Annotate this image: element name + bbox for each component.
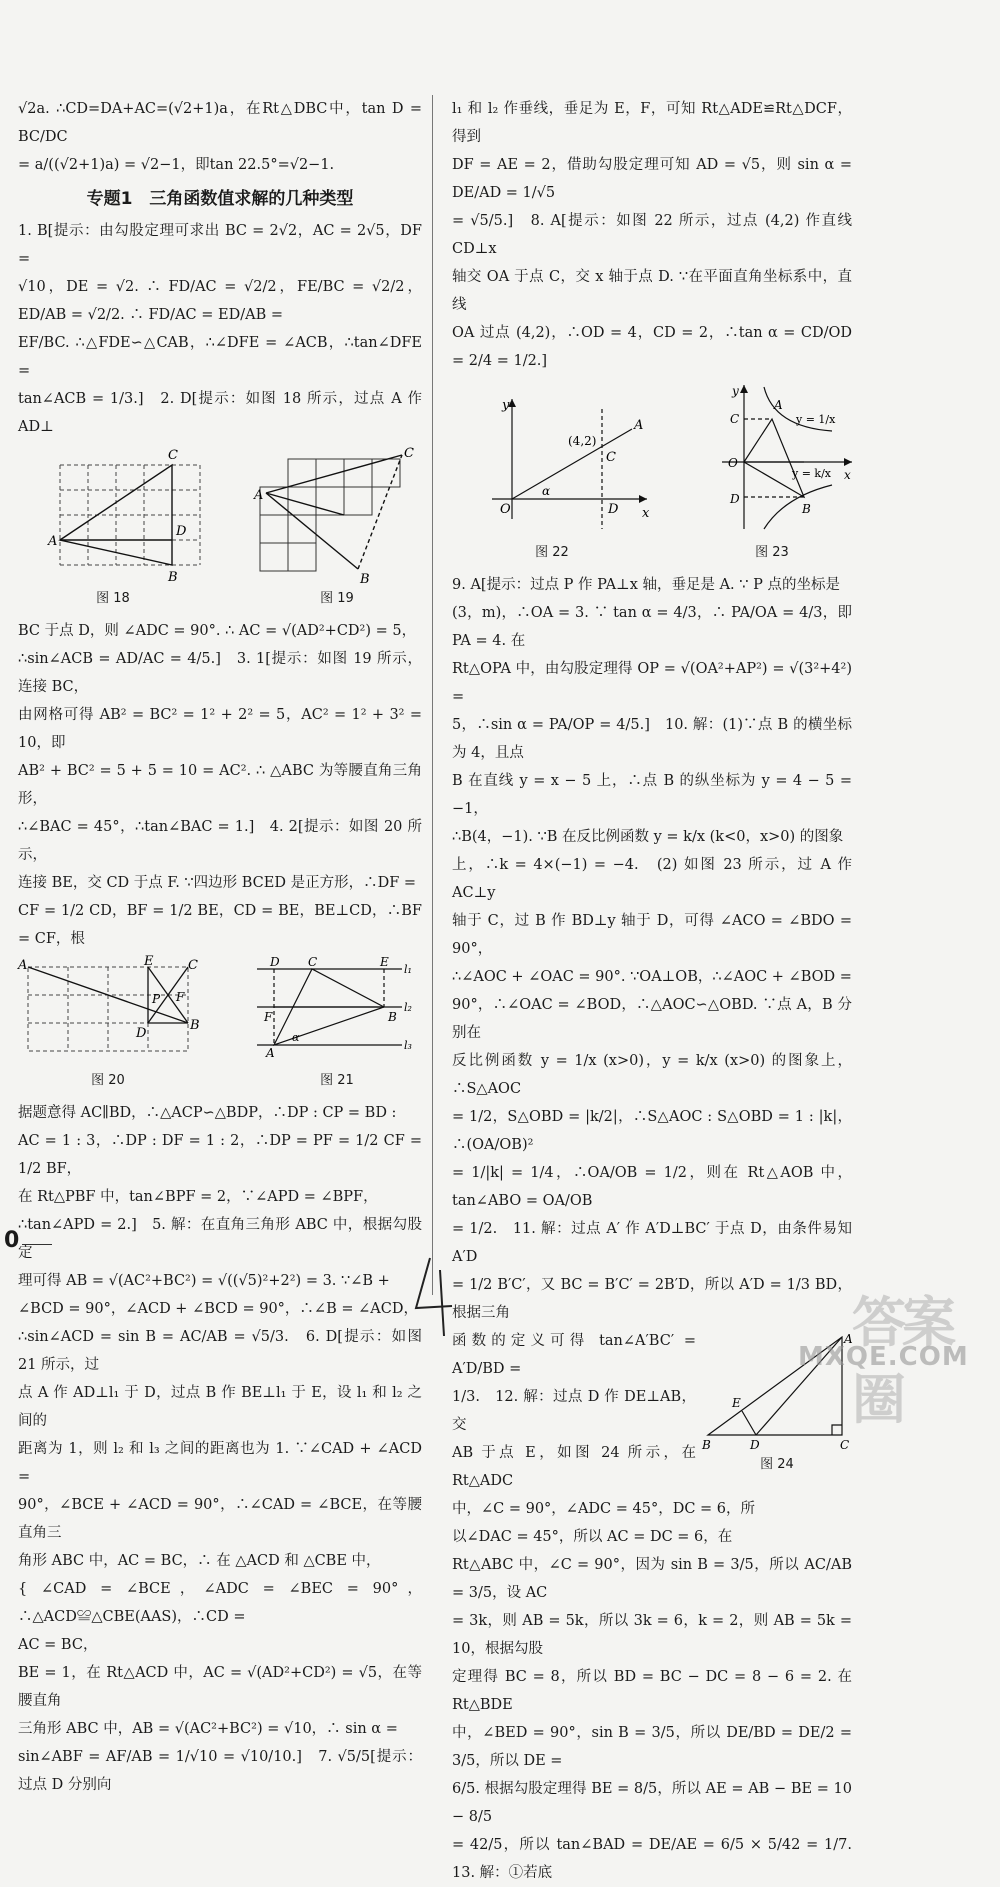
vertex-label: C — [308, 955, 318, 969]
figure-caption: 图 22 — [535, 545, 569, 560]
text-line: CF = 1/2 CD，BF = 1/2 BE，CD = BE，BE⊥CD，∴BF = CF，根 — [18, 903, 422, 947]
vertex-label: B — [360, 572, 370, 587]
text-line: ∴∠BAC = 45°，∴tan∠BAC = 1.] 4. 2[提示：如图 20 所示， — [18, 819, 422, 863]
figure-row-22-23 — [452, 379, 852, 567]
figure-21 — [252, 957, 422, 1095]
text-line: ∴tan∠APD = 2.] 5. 解：在直角三角形 ABC 中，根据勾股定 — [18, 1217, 422, 1261]
text-line: 角形 ABC 中，AC = BC，∴ 在 △ACD 和 △CBE 中， — [18, 1553, 381, 1569]
text-line: 反比例函数 y = 1/x (x>0)，y = k/x (x>0) 的图象上，∴S△AOC — [452, 1053, 852, 1097]
vertex-label: B — [388, 1010, 397, 1024]
text-line: 5，∴sin α = PA/OP = 4/5.] 10. 解：(1)∵点 B 的横坐标为 4，且点 — [452, 717, 852, 761]
figure-row-18-19 — [18, 445, 422, 613]
vertex-label: D — [608, 502, 619, 517]
line-label: l₃ — [404, 1039, 412, 1052]
vertex-label: D — [136, 1026, 147, 1041]
text-line: 由网格可得 AB² = BC² = 1² + 2² = 5，AC² = 1² + 3² = 10，即 — [18, 707, 422, 751]
figure-caption: 图 23 — [755, 545, 789, 560]
text-line: √10，DE = √2. ∴ FD/AC = √2/2，FE/BC = √2/2，ED/AB = √2/2. ∴ FD/AC = ED/AB = — [18, 279, 422, 323]
figure-19 — [252, 445, 422, 613]
text-line: 理可得 AB = √(AC²+BC²) = √((√5)²+2²) = 3. ∵∠B + — [18, 1273, 390, 1289]
watermark-logo: 答案圈 — [852, 1291, 952, 1431]
text-line: = 1/2. 11. 解：过点 A′ 作 A′D⊥BC′ 于点 D，由条件易知 A′D — [452, 1221, 852, 1265]
text-line: 三角形 ABC 中，AB = √(AC²+BC²) = √10，∴ sin α = — [18, 1721, 398, 1737]
text-line: = 1/2，S△OBD = |k/2|，∴S△AOC : S△OBD = 1 : |k|，∴(OA/OB)² — [452, 1109, 852, 1153]
figure-caption: 图 19 — [320, 591, 354, 606]
axis-label: y — [502, 398, 510, 413]
text-line: 以∠DAC = 45°，所以 AC = DC = 6，在 — [452, 1529, 733, 1545]
text-line: OA 过点 (4,2)，∴OD = 4，CD = 2，∴tan α = CD/OD = 2/4 = 1/2.] — [452, 325, 852, 369]
parallel-lines-diagram-21 — [252, 957, 422, 1067]
vertex-label: D — [176, 524, 187, 539]
text-line: = 3k，则 AB = 5k，所以 3k = 6，k = 2，则 AB = 5k = 10，根据勾股 — [452, 1613, 852, 1657]
text-line: 点 A 作 AD⊥l₁ 于 D，过点 B 作 BE⊥l₁ 于 E，设 l₁ 和 l₂ 之间的 — [18, 1385, 422, 1429]
text-line: AC = BC， — [18, 1637, 98, 1653]
vertex-label: B — [702, 1438, 711, 1452]
page-number: 0 — [4, 1228, 20, 1253]
line-label: l₁ — [404, 963, 412, 976]
text-line: AC = 1 : 3，∴DP : DF = 1 : 2，∴DP = PF = 1/2 CF = 1/2 BF， — [18, 1133, 422, 1177]
text-line: 定理得 BC = 8，所以 BD = BC − DC = 8 − 6 = 2. 在 Rt△BDE — [452, 1669, 852, 1713]
text-line: √2a. ∴CD=DA+AC=(√2+1)a，在Rt△DBC中，tan D = BC/DC — [18, 101, 422, 145]
text-line: 6/5. 根据勾股定理得 BE = 8/5，所以 AE = AB − BE = 10 − 8/5 — [452, 1781, 852, 1825]
vertex-label: D — [270, 955, 280, 969]
text-line: Rt△ABC 中，∠C = 90°，因为 sin B = 3/5，所以 AC/AB = 3/5，设 AC — [452, 1557, 852, 1601]
text-line: = √5/5.] 8. A[提示：如图 22 所示，过点 (4,2) 作直线 CD⊥x — [452, 213, 852, 257]
vertex-label: D — [730, 492, 740, 506]
vertex-label: C — [168, 448, 178, 463]
answer-block-5 — [452, 571, 852, 1327]
answer-block-4 — [452, 95, 852, 375]
text-line: 轴交 OA 于点 C，交 x 轴于点 D. ∵在平面直角坐标系中，直线 — [452, 269, 852, 313]
vertex-label: O — [500, 502, 511, 517]
vertex-label: A — [774, 398, 783, 412]
intro-text — [18, 95, 422, 179]
text-line: DF = AE = 2，借助勾股定理可知 AD = √5，则 sin α = DE/AD = 1/√5 — [452, 157, 852, 201]
figure-20 — [18, 954, 200, 1095]
answer-block-7 — [452, 1551, 867, 1887]
figure-caption: 图 20 — [91, 1073, 125, 1088]
vertex-label: A — [48, 534, 58, 549]
curve-label: y = k/x — [792, 467, 831, 480]
text-line: 中，∠BED = 90°，sin B = 3/5，所以 DE/BD = DE/2 = 3/5，所以 DE = — [452, 1725, 852, 1769]
text-line: AB 于点 E，如图 24 所示，在 Rt△ADC — [452, 1445, 696, 1489]
text-line: sin∠ABF = AF/AB = 1/√10 = √10/10.] 7. √5/5[提示：过点 D 分别向 — [18, 1749, 422, 1793]
vertex-label: C — [730, 412, 740, 426]
text-line: ∠BCD = 90°，∠ACD + ∠BCD = 90°，∴∠B = ∠ACD， — [18, 1301, 418, 1317]
text-line: 90°，∴∠OAC = ∠BOD，∴△AOC∽△OBD. ∵点 A，B 分别在 — [452, 997, 852, 1041]
figure-22 — [452, 379, 652, 567]
grid-diagram-18 — [18, 445, 208, 585]
text-line: EF/BC. ∴△FDE∽△CAB，∴∠DFE = ∠ACB，∴tan∠DFE = — [18, 335, 422, 379]
grid-diagram-19 — [252, 445, 422, 585]
figure-caption: 图 18 — [96, 591, 130, 606]
text-line: (3，m)，∴OA = 3. ∵ tan α = 4/3，∴ PA/OA = 4/3，即 PA = 4. 在 — [452, 605, 852, 649]
vertex-label: C — [840, 1438, 850, 1452]
answer-block-6 — [452, 1327, 852, 1551]
vertex-label: E — [144, 954, 154, 969]
angle-label: α — [542, 484, 551, 498]
vertex-label: A — [18, 958, 28, 973]
vertex-label: D — [750, 1438, 760, 1452]
figure-caption: 图 24 — [760, 1457, 794, 1472]
grid-diagram-20 — [18, 954, 200, 1067]
text-line: { ∠CAD = ∠BCE，∠ADC = ∠BEC = 90°，∴△ACD≌△CBE(AAS)，∴CD = — [18, 1581, 422, 1625]
text-line: l₁ 和 l₂ 作垂线，垂足为 E，F，可知 Rt△ADE≌Rt△DCF，得到 — [452, 101, 852, 145]
text-line: = 1/2 B′C′，又 BC = B′C′ = 2B′D，所以 A′D = 1/3 BD，根据三角 — [452, 1277, 852, 1321]
text-line: 上，∴k = 4×(−1) = −4. (2) 如图 23 所示，过 A 作 AC⊥y — [452, 857, 852, 901]
text-line: 连接 BE，交 CD 于点 F. ∵四边形 BCED 是正方形，∴DF = — [18, 875, 417, 891]
section-title: 专题1 三角函数值求解的几种类型 — [86, 189, 354, 209]
text-line: AB² + BC² = 5 + 5 = 10 = AC². ∴ △ABC 为等腰直角三角形， — [18, 763, 422, 807]
vertex-label: F — [264, 1010, 273, 1024]
answer-block-2 — [18, 617, 422, 953]
point-label: (4,2) — [568, 434, 597, 448]
vertex-label: C — [404, 446, 414, 461]
text-line: B 在直线 y = x − 5 上，∴点 B 的纵坐标为 y = 4 − 5 = −1， — [452, 773, 852, 817]
figure-23 — [692, 379, 852, 567]
text-line: 1. B[提示：由勾股定理可求出 BC = 2√2，AC = 2√5，DF = — [18, 223, 422, 267]
vertex-label: B — [168, 570, 178, 585]
vertex-label: C — [188, 958, 198, 973]
vertex-label: E — [732, 1396, 741, 1410]
text-line: Rt△OPA 中，由勾股定理得 OP = √(OA²+AP²) = √(3²+4²) = — [452, 661, 852, 705]
text-line: BE = 1，在 Rt△ACD 中，AC = √(AD²+CD²) = √5，在等腰直角 — [18, 1665, 422, 1709]
angle-label: α — [292, 1031, 300, 1044]
vertex-label: F — [176, 990, 185, 1004]
text-line: 90°，∠BCE + ∠ACD = 90°，∴∠CAD = ∠BCE，在等腰直角三 — [18, 1497, 422, 1541]
vertex-label: A — [266, 1046, 275, 1060]
text-line: ∴B(4，−1). ∵B 在反比例函数 y = k/x (k<0，x>0) 的图象 — [452, 829, 844, 845]
text-line: ∴sin∠ACB = AD/AC = 4/5.] 3. 1[提示：如图 19 所示，连接 BC， — [18, 651, 422, 695]
watermark-url: MXQE.COM — [798, 1342, 969, 1372]
coordinate-diagram-23 — [692, 379, 852, 539]
text-line: 据题意得 AC∥BD，∴△ACP∽△BDP，∴DP : CP = BD : — [18, 1105, 397, 1121]
text-line: BC 于点 D，则 ∠ADC = 90°. ∴ AC = √(AD²+CD²) = 5， — [18, 623, 417, 639]
curve-label: y = 1/x — [796, 413, 836, 426]
figure-row-20-21 — [18, 954, 422, 1095]
text-line: = 1/|k| = 1/4，∴OA/OB = 1/2，则在 Rt△AOB 中，tan∠ABO = OA/OB — [452, 1165, 852, 1209]
text-line: 9. A[提示：过点 P 作 PA⊥x 轴，垂足是 A. ∵ P 点的坐标是 — [452, 577, 840, 593]
vertex-label: P — [152, 992, 161, 1006]
vertex-label: E — [380, 955, 389, 969]
text-line: ∴sin∠ACD = sin B = AC/AB = √5/3. 6. D[提示：如图 21 所示，过 — [18, 1329, 422, 1373]
left-column — [18, 95, 422, 1799]
coordinate-diagram-22 — [452, 379, 652, 539]
vertex-label: C — [606, 450, 616, 465]
vertex-label: A — [844, 1332, 853, 1346]
vertex-label: O — [728, 456, 738, 470]
vertex-label: B — [190, 1018, 200, 1033]
text-line: = a/((√2+1)a) = √2−1，即tan 22.5°=√2−1. — [18, 157, 335, 173]
axis-label: x — [642, 506, 650, 521]
figure-caption: 图 21 — [320, 1073, 354, 1088]
axis-label: y — [732, 384, 739, 398]
answer-block-3 — [18, 1099, 422, 1799]
text-line: tan∠ACB = 1/3.] 2. D[提示：如图 18 所示，过点 A 作 AD⊥ — [18, 391, 422, 435]
axis-label: x — [844, 468, 851, 482]
handwritten-mark — [410, 1250, 470, 1340]
text-line: 1/3. 12. 解：过点 D 作 DE⊥AB，交 — [452, 1389, 696, 1433]
line-label: l₂ — [404, 1001, 412, 1014]
answer-block-1 — [18, 217, 422, 441]
text-line: 函数的定义可得 tan∠A′BC′ = A′D/BD = — [452, 1333, 696, 1377]
vertex-label: A — [254, 488, 264, 503]
vertex-label: A — [634, 418, 644, 433]
column-divider — [432, 95, 433, 1295]
text-line: 在 Rt△PBF 中，tan∠BPF = 2，∵∠APD = ∠BPF， — [18, 1189, 378, 1205]
vertex-label: B — [802, 502, 811, 516]
text-line: = 42/5，所以 tan∠BAD = DE/AE = 6/5 × 5/42 = 1/7. 13. 解：①若底 — [452, 1837, 867, 1881]
figure-18 — [18, 445, 208, 613]
text-line: 距离为 1，则 l₂ 和 l₃ 之间的距离也为 1. ∵∠CAD + ∠ACD = — [18, 1441, 422, 1485]
text-line: ∴∠AOC + ∠OAC = 90°. ∵OA⊥OB，∴∠AOC + ∠BOD = — [452, 969, 852, 985]
right-column — [452, 95, 867, 1887]
text-line: 中，∠C = 90°，∠ADC = 45°，DC = 6，所 — [452, 1501, 756, 1517]
text-line: 轴于 C，过 B 作 BD⊥y 轴于 D，可得 ∠ACO = ∠BDO = 90°， — [452, 913, 852, 957]
page-number-rule — [22, 1244, 52, 1245]
